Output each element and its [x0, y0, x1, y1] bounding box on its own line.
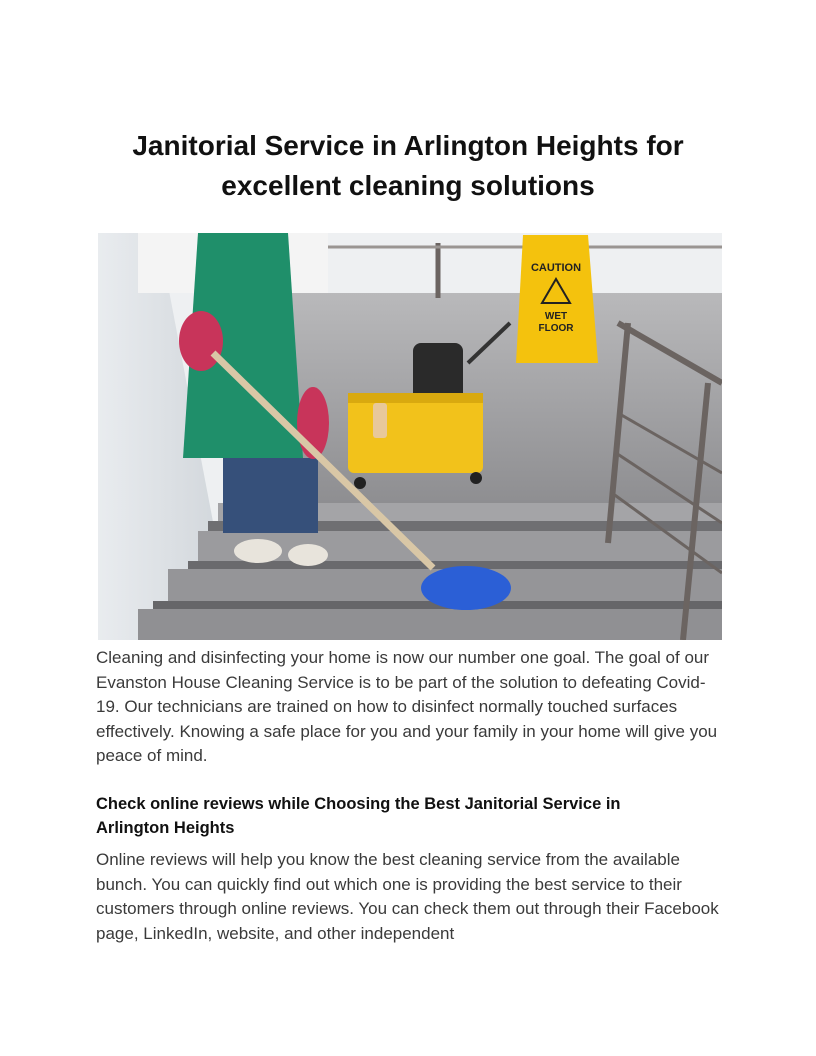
- section-paragraph: Online reviews will help you know the best cleaning service from the available bunch. You can quickly find out which one is providing the best service to their customers through online reviews. You can check them out through their Facebook page, LinkedIn, website, and other independent: [96, 850, 719, 943]
- page-title: [96, 126, 720, 206]
- sign-wet-text: WET: [544, 311, 568, 322]
- title-line-2: excellent cleaning solutions: [221, 170, 595, 201]
- caution-sign: [516, 235, 598, 363]
- intro-paragraph: Cleaning and disinfecting your home is now our number one goal. The goal of our Evanston House Cleaning Service is to be part of the solution to defeating Covid-19. Our technicians are trained on how to disinfect normally touched surfaces effectively. Knowing a safe place for you and your family in your home will give you peace of mind.: [96, 648, 718, 765]
- sign-caution-text: CAUTION: [530, 262, 582, 274]
- title-line-1: Janitorial Service in Arlington Heights for: [132, 130, 684, 161]
- cleaning-photo: [98, 233, 722, 640]
- sign-floor-text: FLOOR: [538, 323, 574, 334]
- section-heading: Check online reviews while Choosing the Best Janitorial Service in Arlington Heights: [96, 795, 621, 837]
